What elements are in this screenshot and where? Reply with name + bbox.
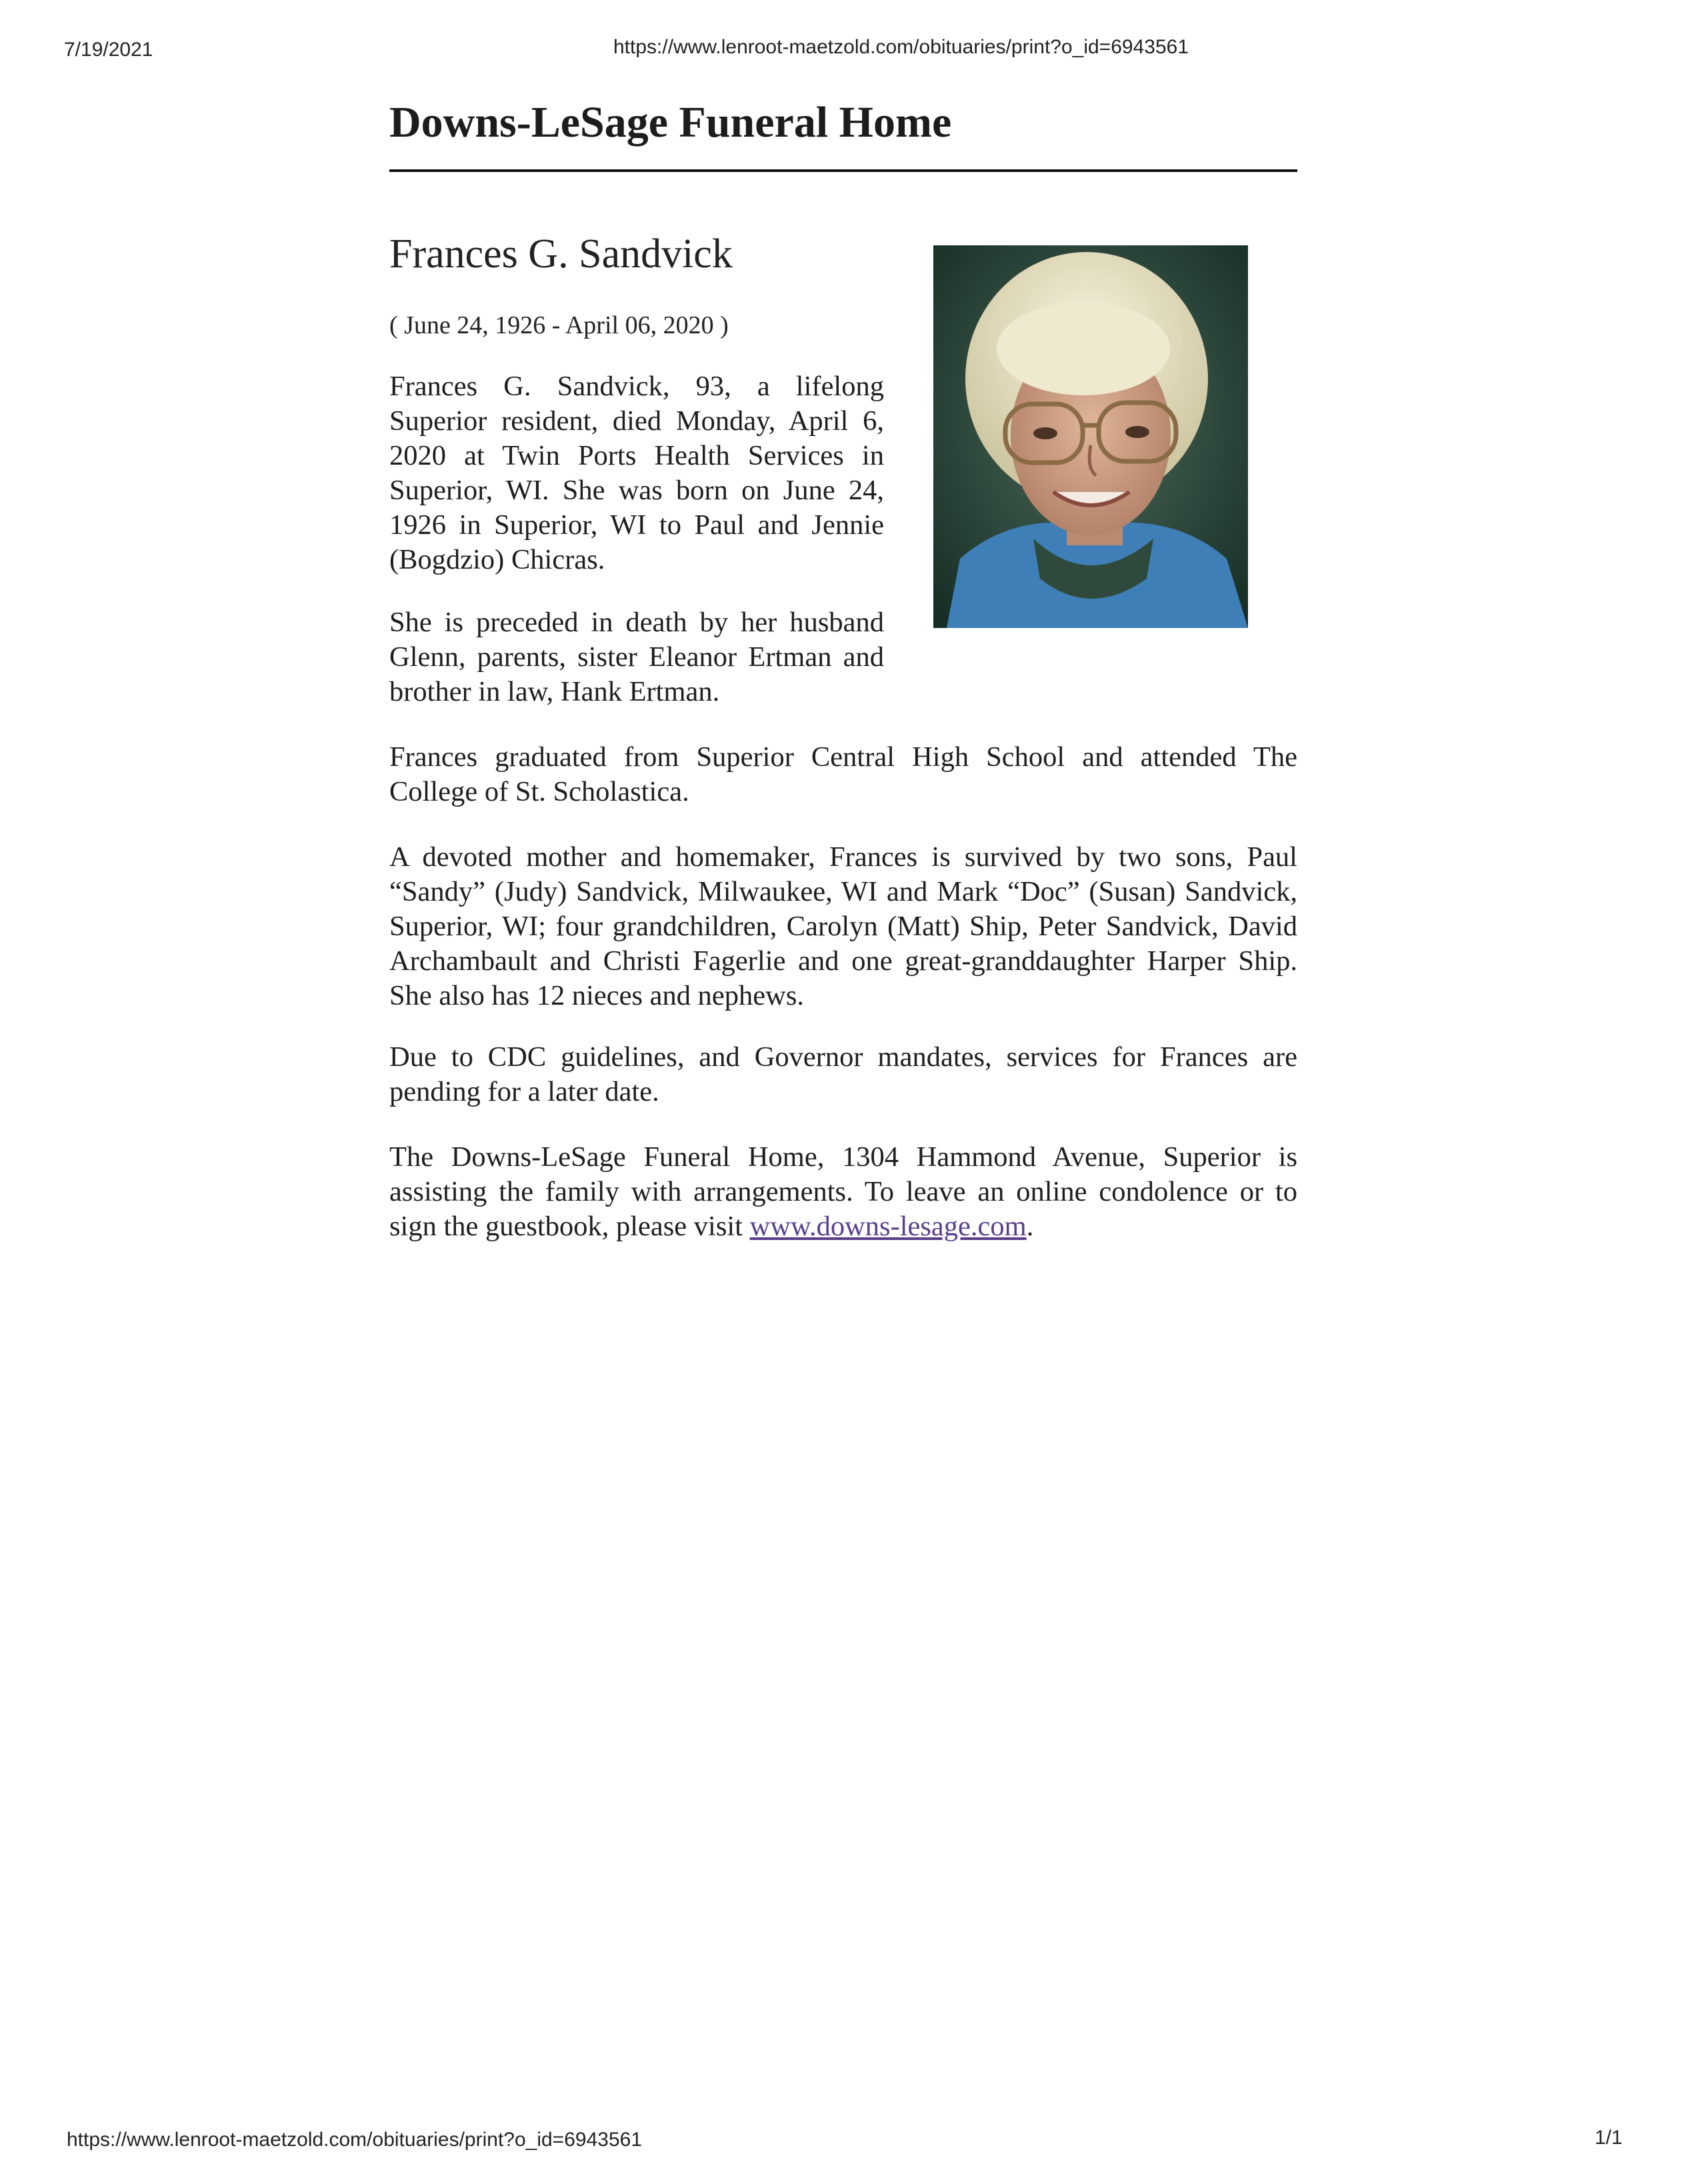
- life-dates: ( June 24, 1926 - April 06, 2020 ): [389, 311, 729, 339]
- closing-period: .: [1026, 1211, 1034, 1242]
- obituary-paragraph: Frances G. Sandvick, 93, a lifelong Superior resident, died Monday, April 6, 2020 at Twin Ports Health Services in Superior, WI. She was born on June 24, 1926 in Superior, WI to Paul and Jennie (Bogdzio) Chicras.: [389, 371, 884, 575]
- obituary-paragraph: Due to CDC guidelines, and Governor mandates, services for Frances are pending for a later date.: [389, 1041, 1297, 1107]
- page-number: 1/1: [1595, 2127, 1623, 2149]
- obituary-paragraph: She is preceded in death by her husband Glenn, parents, sister Eleanor Ertman and brother in law, Hank Ertman.: [389, 607, 884, 707]
- obituary-paragraph: Frances graduated from Superior Central High School and attended The College of St. Scholastica.: [389, 741, 1297, 807]
- closing-text: The Downs-LeSage Funeral Home, 1304 Hammond Avenue, Superior is assisting the family with arrangements. To leave an online condolence or to sign the guestbook, please visit: [389, 1141, 1297, 1242]
- right-eye: [1125, 426, 1149, 438]
- site-title: Downs-LeSage Funeral Home: [389, 98, 952, 147]
- closing-paragraph: [389, 1140, 1297, 1244]
- deceased-name: Frances G. Sandvick: [389, 231, 733, 277]
- guestbook-link[interactable]: www.downs-lesage.com: [749, 1211, 1027, 1242]
- print-date: 7/19/2021: [64, 39, 153, 61]
- print-url-footer: https://www.lenroot-maetzold.com/obituaries/print?o_id=6943561: [67, 2129, 642, 2151]
- print-url-header: https://www.lenroot-maetzold.com/obituaries/print?o_id=6943561: [613, 36, 1189, 58]
- left-eye: [1033, 427, 1057, 439]
- obituary-paragraph: A devoted mother and homemaker, Frances is survived by two sons, Paul “Sandy” (Judy) Sandvick, Milwaukee, WI and Mark “Doc” (Susan) Sandvick, Superior, WI; four grandchildren, Carolyn (Matt) Ship, Peter Sandvick, David Archambault and Christi Fagerlie and one great-granddaughter Harper Ship. She also has 12 nieces and nephews.: [389, 841, 1297, 1011]
- hair-fringe: [997, 302, 1170, 395]
- portrait-photo: [933, 245, 1248, 628]
- title-divider: [389, 169, 1297, 172]
